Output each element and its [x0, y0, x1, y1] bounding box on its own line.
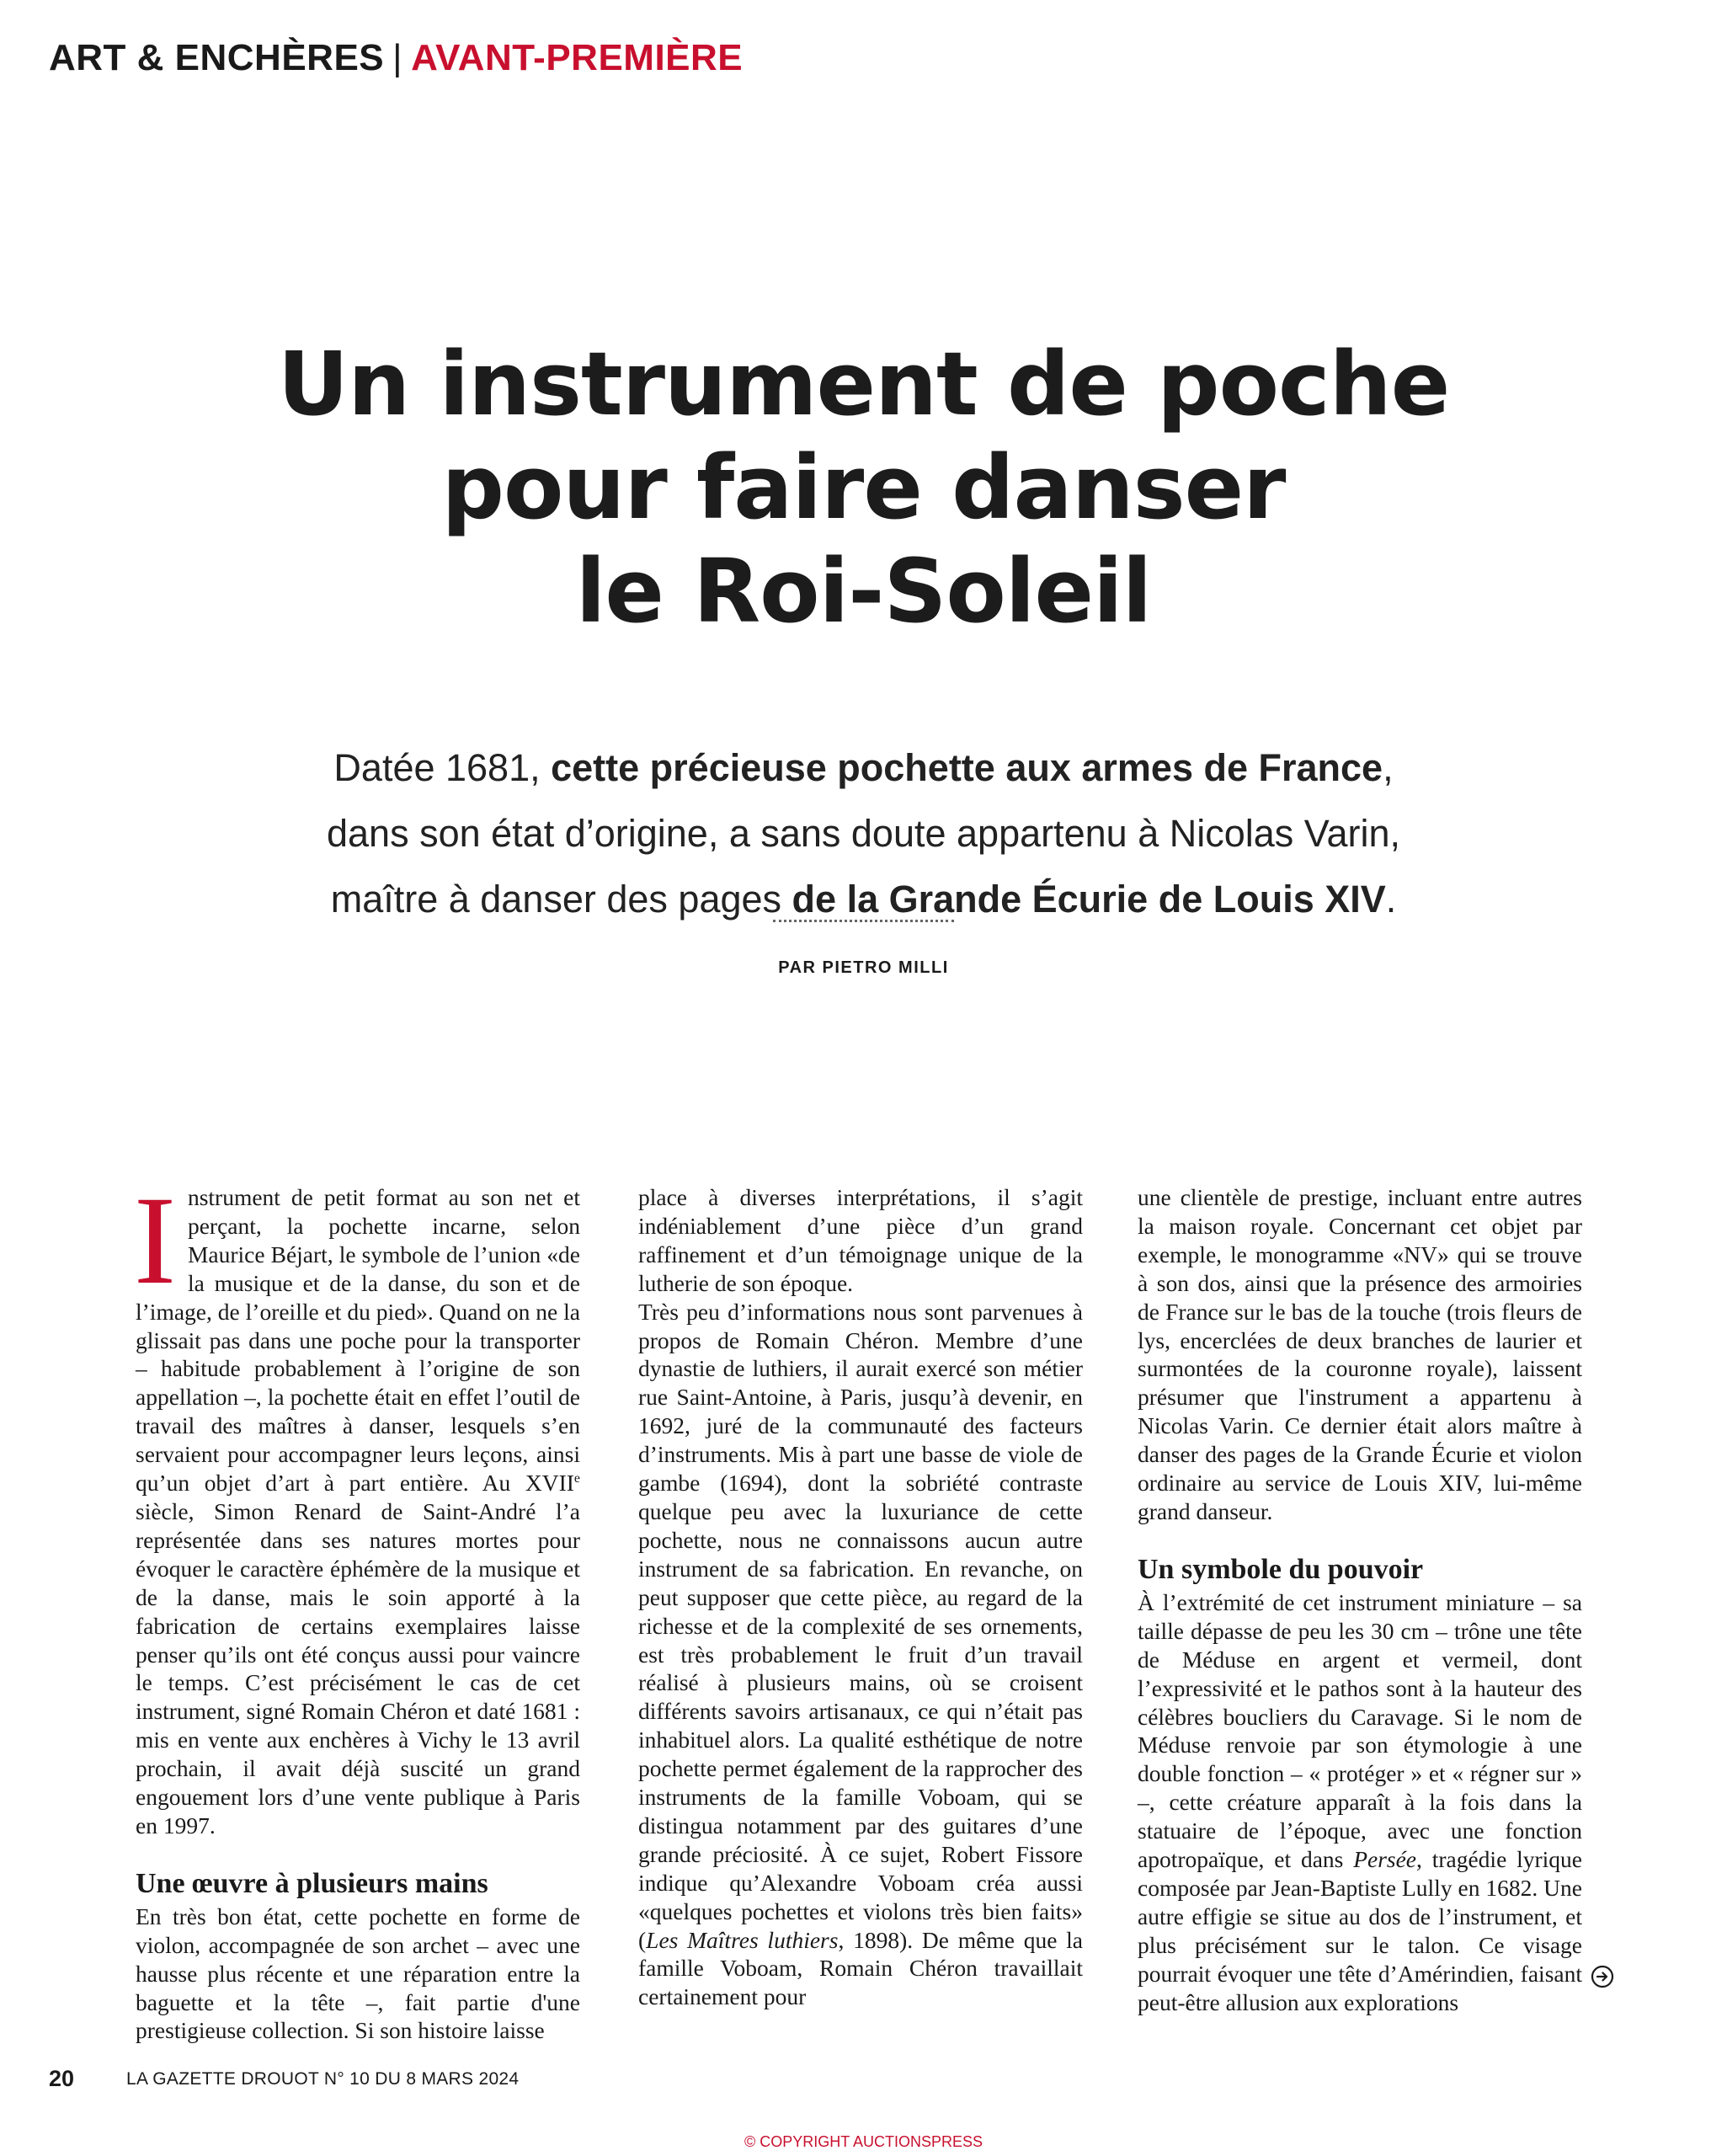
paragraph-text: siècle, Simon Renard de Saint-André l’a représentée dans ses natures mortes pour évoquer le caractère éphémère de la musique et de la danse, mais le soin apporté à la fabrication de certains exemplaires laisse penser qu’ils ont été conçus aussi pour vaincre le temps. C’est précisément le cas de cet instrument, signé Romain Chéron et daté 1681 : mis en vente aux enchères à Vichy le 13 avril prochain, il avait déjà suscité un grand engouement lors d’une vente publique à Paris en 1997. [136, 1497, 580, 1838]
paragraph-text: , tragédie lyrique composée par Jean-Baptiste Lully en 1682. Une autre effigie se situe au dos de l’instrument, et plus précisément sur le talon. Ce visage pourrait évoquer une tête d’Amérindien, faisant peut-être allusion aux explorations [1138, 1846, 1583, 2015]
body-column-1 [134, 1171, 580, 2045]
standfirst-line-1 [0, 735, 1727, 801]
standfirst-text: maître à danser des pages [330, 878, 792, 921]
opera-title: Persée [1353, 1846, 1417, 1873]
paragraph-text: nstrument de petit format au son net et perçant, la pochette incarne, selon Maurice Béjart, le symbole de l’union «de la musique et de la danse, du son et de l’image, de l’oreille et du pied». Quand on ne la glissait pas dans une poche pour la transporter – habitude probablement à l’origine de son appellation –, la pochette était en effet l’outil de travail des maîtres à danser, lesquels s’en servaient pour accompagner leurs leçons, ainsi qu’un objet d’art à part entière. Au XVII [136, 1184, 580, 1497]
arrow-right-circle-icon [1591, 1965, 1614, 1988]
subheading: Un symbole du pouvoir [1138, 1553, 1424, 1585]
rubric-section: ART & ENCHÈRES [49, 37, 385, 78]
paragraph [134, 1171, 580, 1840]
standfirst-line-2: dans son état d’origine, a sans doute appartenu à Nicolas Varin, [327, 812, 1400, 855]
rubric-subsection: AVANT-PREMIÈRE [411, 37, 744, 78]
dotted-divider [773, 920, 954, 924]
book-title: Les Maîtres luthiers [646, 1926, 839, 1953]
standfirst-text: . [1385, 878, 1397, 921]
standfirst-emphasis: de la Grande Écurie de Louis XIV [792, 878, 1386, 921]
standfirst-emphasis: cette précieuse pochette aux armes de France [551, 746, 1383, 789]
body-column-3 [1138, 1183, 1582, 2016]
publication-info: LA GAZETTE DROUOT N° 10 DU 8 MARS 2024 [126, 2069, 520, 2089]
body-column-2 [638, 1183, 1083, 2011]
rubric-separator: | [392, 37, 403, 78]
standfirst [0, 735, 1727, 932]
article-headline [0, 333, 1727, 643]
paragraph-text: Très peu d’informations nous sont parvenues à propos de Romain Chéron. Membre d’une dynastie de luthiers, il aurait exercé son métier rue Saint-Antoine, à Paris, jusqu’à devenir, en 1692, juré de la communauté des facteurs d’instruments. Mis à part une basse de viole de gambe (1694), dont la sobriété contraste quelque peu avec la luxuriance de cette pochette, nous ne connaissons aucun autre instrument de sa fabrication. En revanche, on peut supposer que cette pièce, au regard de la richesse et de la complexité de ses ornements, est très probablement le fruit d’un travail réalisé à plusieurs mains, où se croisent différents savoirs artisanaux, ce qui n’était pas inhabituel alors. La qualité esthétique de notre pochette permet également de la rapprocher des instruments de la famille Voboam, qui se distingua notamment par des guitares d’une grande préciosité. À ce sujet, Robert Fissore indique qu’Alexandre Voboam créa aussi «quelques pochettes et violons très bien faits» ( [638, 1298, 1083, 1953]
paragraph [638, 1298, 1083, 2012]
standfirst-text: Datée 1681, [333, 746, 552, 789]
headline-line-1: Un instrument de poche [277, 333, 1450, 435]
paragraph: place à diverses interprétations, il s’agit indéniablement d’une pièce d’un grand raffinement et d’un témoignage unique de la lutherie de son époque. [638, 1184, 1083, 1296]
paragraph-text: , 1898). De même que la famille Voboam, Romain Chéron travaillait certainement pour [638, 1926, 1084, 2010]
paragraph [1138, 1588, 1582, 2017]
section-rubric [49, 37, 743, 79]
standfirst-text: , [1383, 746, 1394, 789]
superscript: e [573, 1470, 580, 1486]
headline-line-3: le Roi-Soleil [575, 540, 1152, 643]
paragraph: En très bon état, cette pochette en forme de violon, accompagnée de son archet – avec une hausse plus récente et une réparation entre la baguette et la tête –, fait partie d'une prestigieuse collection. Si son histoire laisse [136, 1903, 580, 2044]
headline-line-2: pour faire danser [441, 436, 1286, 539]
page-number: 20 [49, 2066, 75, 2091]
copyright-notice: © COPYRIGHT AUCTIONSPRESS [744, 2133, 983, 2150]
byline: PAR PIETRO MILLI [778, 958, 949, 977]
paragraph: une clientèle de prestige, incluant entre autres la maison royale. Concernant cet objet par exemple, le monogramme «NV» qui se trouve à son dos, ainsi que la présence des armoiries de France sur le bas de la touche (trois fleurs de lys, encerclées de deux branches de laurier et surmontées de la couronne royale), laissent présumer que l'instrument a appartenu à Nicolas Varin. Ce dernier était alors maître à danser des pages de la Grande Écurie et violon ordinaire au service de Louis XIV, lui-même grand danseur. [1138, 1184, 1582, 1524]
drop-cap: I [134, 1171, 176, 1310]
subheading: Une œuvre à plusieurs mains [136, 1867, 488, 1899]
paragraph-text: À l’extrémité de cet instrument miniature – sa taille dépasse de peu les 30 cm – trône une tête de Méduse en argent et vermeil, dont l’expressivité et le pathos sont à la hauteur des célèbres boucliers du Caravage. Si le nom de Méduse renvoie par son étymologie à une double fonction – « protéger » et « régner sur » –, cette créature apparaît à la fois dans la statuaire de l’époque, avec une fonction apotropaïque, et dans [1138, 1588, 1582, 1873]
